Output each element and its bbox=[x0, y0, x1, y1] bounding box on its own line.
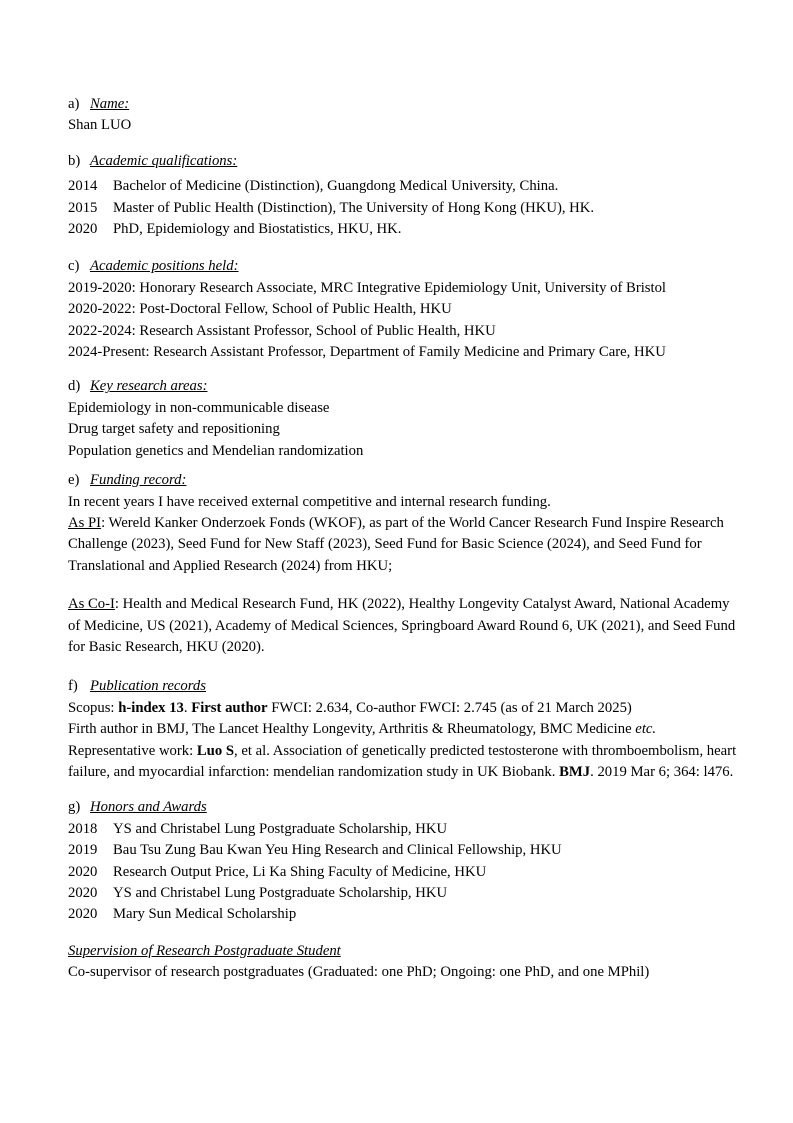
section-heading: Key research areas: bbox=[90, 378, 208, 395]
text-segment: : Wereld Kanker Onderzoek Fonds (WKOF), as part of the World Cancer Research Fund Inspire Research Challenge (2023), Seed Fund for New Staff (2023), Seed Fund for Basic Science (2024), and Seed Fund for Translational and Applied Research (2024) from HKU; bbox=[68, 514, 724, 574]
section-heading-row bbox=[68, 94, 738, 115]
section-funding-record bbox=[68, 470, 738, 658]
funding-intro: In recent years I have received external competitive and internal research funding. bbox=[68, 493, 551, 510]
section-supervision bbox=[68, 941, 738, 984]
text-segment: BMJ bbox=[559, 763, 591, 780]
qualification-text: Master of Public Health (Distinction), The University of Hong Kong (HKU), HK. bbox=[113, 199, 595, 216]
award-year: 2020 bbox=[68, 885, 98, 901]
qualification-year: 2014 bbox=[68, 178, 98, 195]
award-row bbox=[68, 904, 738, 925]
position-line: 2024-Present: Research Assistant Professor, Department of Family Medicine and Primary Care, HKU bbox=[68, 344, 666, 361]
section-name bbox=[68, 94, 738, 137]
section-heading-row bbox=[68, 470, 738, 491]
text-segment: : Health and Medical Research Fund, HK (2022), Healthy Longevity Catalyst Award, National Academy of Medicine, US (2021), Academy of Medical Sciences, Springboard Award Round 6, UK (2021), and Seed Fund for Basic Research, HKU (2020). bbox=[68, 596, 736, 655]
supervision-heading: Supervision of Research Postgraduate Student bbox=[68, 942, 341, 959]
representative-work-paragraph bbox=[68, 741, 738, 784]
funding-pi-paragraph bbox=[68, 513, 738, 577]
position-line: 2019-2020: Honorary Research Associate, MRC Integrative Epidemiology Unit, University of Bristol bbox=[68, 279, 667, 296]
award-text: Mary Sun Medical Scholarship bbox=[113, 906, 297, 923]
section-heading: Honors and Awards bbox=[90, 799, 207, 816]
section-letter: b) bbox=[68, 152, 81, 169]
text-segment: Luo S bbox=[196, 742, 235, 759]
award-text: Research Output Price, Li Ka Shing Faculty of Medicine, HKU bbox=[113, 863, 487, 880]
position-line: 2022-2024: Research Assistant Professor, School of Public Health, HKU bbox=[68, 322, 496, 339]
award-row bbox=[68, 883, 738, 904]
supervision-text: Co-supervisor of research postgraduates (Graduated: one PhD; Ongoing: one PhD, and one MPhil) bbox=[68, 964, 650, 981]
text-segment: h-index 13 bbox=[118, 699, 184, 716]
text-segment: As PI bbox=[68, 514, 102, 531]
section-letter: f) bbox=[68, 678, 78, 695]
research-area-line: Population genetics and Mendelian randomization bbox=[68, 442, 364, 459]
section-letter: a) bbox=[68, 96, 80, 112]
position-line: 2020-2022: Post-Doctoral Fellow, School of Public Health, HKU bbox=[68, 301, 452, 318]
section-heading: Academic positions held: bbox=[90, 258, 239, 275]
publication-metrics-line bbox=[68, 698, 738, 719]
text-segment: First author bbox=[191, 699, 268, 716]
award-text: YS and Christabel Lung Postgraduate Scholarship, HKU bbox=[113, 885, 448, 901]
award-row bbox=[68, 862, 738, 883]
section-heading-row bbox=[68, 941, 738, 962]
text-segment: , et al. Association of genetically predicted testosterone with thromboembolism, heart failure, and myocardial infarction: mendelian randomization study in UK Biobank. bbox=[68, 742, 737, 780]
award-year: 2018 bbox=[68, 820, 98, 837]
award-row bbox=[68, 819, 738, 840]
section-heading-row bbox=[68, 676, 738, 697]
text-segment: . 2019 Mar 6; 364: l476. bbox=[590, 763, 734, 780]
section-heading: Funding record: bbox=[90, 472, 187, 489]
section-letter: e) bbox=[68, 472, 80, 489]
research-area-line: Drug target safety and repositioning bbox=[68, 421, 280, 438]
section-letter: c) bbox=[68, 258, 80, 275]
qualification-text: Bachelor of Medicine (Distinction), Guangdong Medical University, China. bbox=[113, 178, 559, 195]
text-segment: Firth author in BMJ, The Lancet Healthy Longevity, Arthritis & Rheumatology, BMC Medicine bbox=[68, 721, 636, 738]
text-segment: . bbox=[183, 699, 192, 716]
text-segment: Representative work: bbox=[68, 742, 197, 759]
qualification-row bbox=[68, 176, 738, 197]
section-letter: d) bbox=[68, 378, 81, 395]
qualification-row bbox=[68, 198, 738, 219]
text-segment: etc. bbox=[635, 721, 657, 738]
section-heading-row bbox=[68, 256, 738, 277]
section-academic-positions bbox=[68, 256, 738, 363]
qualification-rows bbox=[68, 176, 738, 240]
qualification-year: 2020 bbox=[68, 221, 98, 238]
section-publication-records bbox=[68, 676, 738, 783]
text-segment: Scopus: bbox=[68, 699, 119, 716]
section-heading-row bbox=[68, 797, 738, 818]
award-year: 2019 bbox=[68, 842, 98, 859]
text-segment: As Co-I bbox=[68, 596, 115, 613]
person-name: Shan LUO bbox=[68, 117, 132, 134]
section-heading-row bbox=[68, 376, 738, 397]
research-area-line: Epidemiology in non-communicable disease bbox=[68, 399, 330, 416]
section-letter: g) bbox=[68, 799, 81, 816]
award-text: Bau Tsu Zung Bau Kwan Yeu Hing Research and Clinical Fellowship, HKU bbox=[113, 842, 562, 859]
award-text: YS and Christabel Lung Postgraduate Scholarship, HKU bbox=[113, 820, 448, 837]
section-heading-row bbox=[68, 151, 738, 172]
award-year: 2020 bbox=[68, 863, 98, 880]
section-key-research-areas bbox=[68, 376, 738, 462]
section-heading: Publication records bbox=[90, 678, 206, 695]
text-segment: FWCI: 2.634, Co-author FWCI: 2.745 (as of 21 March 2025) bbox=[267, 699, 632, 716]
qualification-row bbox=[68, 219, 738, 240]
section-honors-awards bbox=[68, 797, 738, 925]
funding-coi-paragraph bbox=[68, 594, 738, 658]
publication-journals-line bbox=[68, 719, 738, 740]
qualification-year: 2015 bbox=[68, 199, 98, 216]
award-year: 2020 bbox=[68, 906, 98, 923]
qualification-text: PhD, Epidemiology and Biostatistics, HKU, HK. bbox=[113, 221, 402, 238]
section-heading: Academic qualifications: bbox=[90, 152, 238, 169]
section-heading: Name: bbox=[90, 96, 130, 112]
award-row bbox=[68, 840, 738, 861]
section-academic-qualifications bbox=[68, 151, 738, 241]
